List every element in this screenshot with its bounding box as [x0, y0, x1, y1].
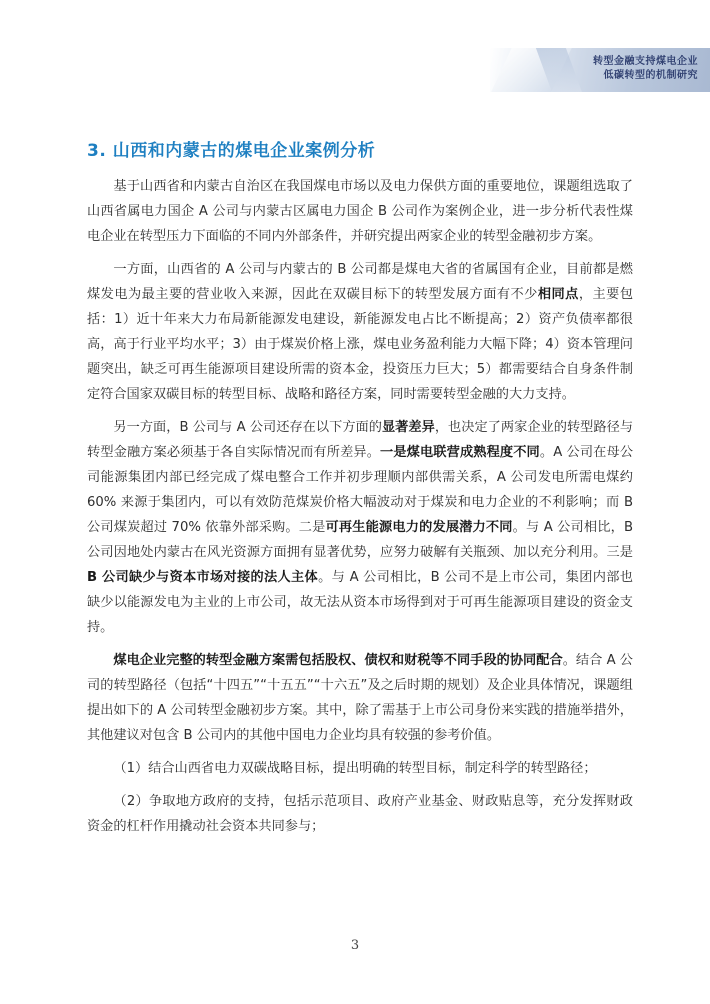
text-run: 。与 A 公司相比，B 公司因地处内蒙古在风光资源方面拥有显著优势，应努力破解有关瓶颈、加以充分利用。三是 — [87, 520, 634, 560]
header-title-line2: 低碳转型的机制研究 — [603, 70, 698, 81]
page-number: 3 — [350, 938, 360, 953]
header-title-line1: 转型金融支持煤电企业 — [593, 56, 698, 67]
text-run: 一方面，山西省的 A 公司与内蒙古的 B 公司都是煤电大省的省属国有企业，目前都是燃煤发电为最主要的营业收入来源，因此在双碳目标下的转型发展方面有不少 — [87, 262, 633, 302]
text-run: 另一方面，B 公司与 A 公司还存在以下方面的 — [113, 420, 382, 435]
header-title — [593, 55, 698, 83]
paragraph-similarities — [87, 257, 633, 407]
bold-text: 一是煤电联营成熟程度不同 — [380, 445, 540, 460]
body-text — [87, 174, 633, 847]
text-run: 。与 A 公司相比，B 公司不是上市公司，集团内部也缺少以能源发电为主业的上市公司，故无法从资本市场得到对于可再生能源项目建设的资金支持。 — [87, 570, 633, 635]
paragraph-differences — [87, 415, 633, 640]
bold-text: 显著差异 — [381, 420, 435, 435]
text-run: 。A 公司在母公司能源集团内部已经完成了煤电整合工作并初步理顺内部供需关系，A 公司发电所需电煤约 60% 来源于集团内，可以有效防范煤炭价格大幅波动对于煤炭和电力企业的不利影响；而 B 公司煤炭超过 70% 依靠外部采购。二是 — [87, 445, 634, 535]
paragraph-proposal — [87, 648, 633, 748]
list-item-1: （1）结合山西省电力双碳战略目标，提出明确的转型目标，制定科学的转型路径； — [113, 761, 597, 776]
bold-text: B 公司缺少与资本市场对接的法人主体 — [87, 570, 319, 585]
text-run: ，也决定了两家企业的转型路径与转型金融方案必须基于各自实际情况而有所差异。 — [87, 420, 634, 460]
text-run: 。结合 A 公司的转型路径（包括“十四五”“十五五”“十六五”及之后时期的规划）及企业具体情况，课题组提出如下的 A 公司转型金融初步方案。其中，除了需基于上市公司身份来实践的措施举措外，其他建议对包含 B 公司内的其他中国电力企业均具有较强的参考价值。 — [87, 653, 633, 743]
list-item-2: （2）争取地方政府的支持，包括示范项目、政府产业基金、财政贴息等，充分发挥财政资金的杠杆作用撬动社会资本共同参与； — [87, 794, 633, 834]
bold-text: 相同点 — [537, 287, 579, 302]
bold-text: 煤电企业完整的转型金融方案需包括股权、债权和财税等不同手段的协同配合 — [113, 653, 563, 668]
text-run: ，主要包括：1）近十年来大力布局新能源发电建设，新能源发电占比不断提高；2）资产负债率都很高，高于行业平均水平；3）由于煤炭价格上涨，煤电业务盈利能力大幅下降；4）资本管理问题突出，缺乏可再生能源项目建设所需的资本金，投资压力巨大；5）都需要结合自身条件制定符合国家双碳目标的转型目标、战略和路径方案，同时需要转型金融的大力支持。 — [87, 287, 634, 402]
section-title: 3. 山西和内蒙古的煤电企业案例分析 — [87, 141, 376, 161]
paragraph-intro: 基于山西省和内蒙古自治区在我国煤电市场以及电力保供方面的重要地位，课题组选取了山西省属电力国企 A 公司与内蒙古区属电力国企 B 公司作为案例企业，进一步分析代表性煤电企业在转型压力下面临的不同内外部条件，并研究提出两家企业的转型金融初步方案。 — [87, 179, 633, 244]
bold-text: 可再生能源电力的发展潜力不同 — [325, 520, 513, 535]
header-banner — [490, 48, 710, 92]
